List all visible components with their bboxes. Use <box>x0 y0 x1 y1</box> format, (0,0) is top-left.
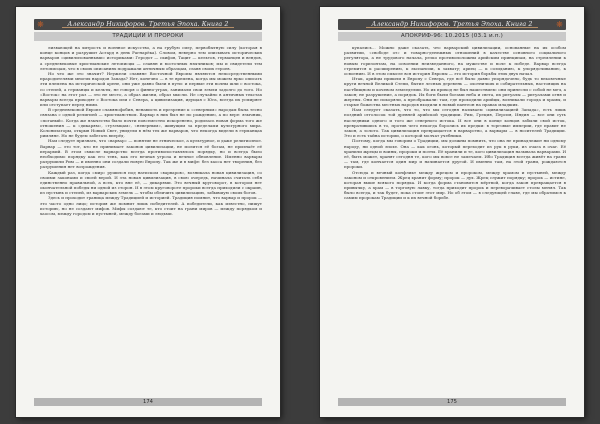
section-title: АПОКРИФ-96: 10.2015 (03.1 и.п.) <box>338 32 566 41</box>
paragraph: Поэтому, когда мы говорим о Традиции, мы должны помнить, что она не принадлежит ни одному народу, ни одной эпохе. Она — как огонь, который переходит из рук в руки, из очага в очаг. Её хранили жрецы и воины, пророки и поэты. Её хранили и те, кого цивилизация называла варварами. И её, быть может, хранят сегодня те, кого мы вовсе не замечаем. Ибо Традиция всегда живёт на грани — там, где кончается один мир и начинается другой. И именно там, на этой грани, рождаются пророки. <box>344 138 566 170</box>
running-header <box>34 19 262 30</box>
running-header-title: Александр Никифоров. Третья Эпоха. Книга 2 <box>67 21 229 28</box>
left-page <box>16 7 280 417</box>
flame-ornament-icon: ❋ <box>37 20 44 29</box>
section-title: ТРАДИЦИИ И ПРОРОКИ <box>34 32 262 41</box>
right-page <box>320 7 584 417</box>
paragraph: Нам следует сказать, что то, что мы сегодня называем «цивилизацией Запада», есть лишь поздний отголосок той древней арийской традиции. Рим, Греция, Персия, Индия — все они суть наследники одного и того же северного истока. И все они в конце концов забыли свой исток, превратившись в то, против чего некогда боролись их предки: в торговые империи, где правит не закон, а золото. Так цивилизация превращается в варварство, а варвары — в носителей Традиции. Это и есть тайна истории, о которой молчат учебники. <box>344 107 566 139</box>
paragraph: Здесь и проходит граница между Традицией и историей. Традиция помнит, что варвар и пророк — это часто одно лицо; история же помнит лишь победителей. А победители, как известно, пишут историю, но не создают мифов. Мифы создают те, кто стоит на грани миров — между порядком и хаосом, между городом и пустыней, между богами и людьми. <box>40 195 262 216</box>
paragraph: Отсюда и вечный конфликт между жрецом и пророком, между храмом и пустыней, между законом и откровением. Жрец хранит форму; пророк — дух. Жрец служит порядку; пророк — истине, которая выше всякого порядка. И когда форма становится мёртвой, когда закон превращается в привычку, а храм — в торговую лавку, тогда приходит пророк и переворачивает столы менял. Так было всегда, и так будет, пока стоит этот мир. Но об этом — в следующей главе, где мы обратимся к самим пророкам Традиции и к их вечной борьбе. <box>344 169 566 201</box>
page-body <box>40 45 262 393</box>
running-header-title: Александр Никифоров. Третья Эпоха. Книга 2 <box>371 21 533 28</box>
page-body <box>344 45 566 393</box>
paragraph: Каждый раз, когда «мир» рушился под натиском «варваров», возникала новая цивилизация, со своими законами и своей верой. И эта новая цивилизация, в свою очередь, начинала считать себя единственно правильной, а всех, кто вне её, — дикарями. Это вечный круговорот, в котором нет окончательной победы ни одной из сторон. И в этом круговороте пророки всегда приходили с окраин, из пустынь и степей, из варварских земель — чтобы обличить цивилизацию, забывшую своих богов. <box>40 169 262 196</box>
paragraph: Но что же это значит? Неужели славяне Восточной Европы являются непосредственными прародителями многих народов Запада? Нет, конечно — в те времена, когда мы можем ярко описать эти племена на исторической арене, они уже давно были в пути: и первые эти волны шли с востока, со степей, а германцы и кельты, не говоря о финно-уграх, занимали свои земли задолго до того. Но «Восток» на этот раз — это не место, а образ жизни, образ мысли. Не случайно в античных текстах варвары всегда приходят с Востока или с Севера, а цивилизация, идущая с Юга, всегда их усмиряет или отступает перед ними. <box>40 70 262 108</box>
flame-ornament-icon: ❋ <box>556 20 563 29</box>
page-number: 175 <box>338 398 566 406</box>
paragraph: Нам следует признать, что «варвар» — понятие не этническое, а культурное, и даже религиозное. Варвар — это тот, кто не принимает законов цивилизации, не молится её богам, не признаёт её иерархий. В этом смысле варварство всегда противопоставлялось порядку, но и всегда было необходимо порядку как его тень, как его вечная угроза и вечное обновление. Именно варвары разрушили Рим — и именно они создали новую Европу. Так же и в мифе: без хаоса нет творения, без разрушения нет возрождения. <box>40 138 262 170</box>
paragraph: В средневековой Европе славянофобия, ненависть и презрение к «северным» народам была тесно связана с одной религией — христианством. Варвар в них был не по рождению, а по вере: язычник, «поганый». Когда же язычество было почти повсеместно искоренено, родилась новая форма того же отношения — к «дикарям», «туземцам», «неверным», живущим за пределами культурного мира. Колонизаторы, открыв Новый Свет, увидели в нём тех же варваров, что некогда видели в германцах римляне. Но не будем забегать вперёд. <box>40 107 262 139</box>
page-number: 174 <box>34 398 262 406</box>
paragraph: купались... Можно даже сказать, что варварский цивилизации, основанные на их особом развитии, «свободе от» и товарно-денежных отношений в качестве основного социального регулятора, а не трудового начала, резко противоположны арийским принципам, на стремлении к новым горизонтам, на освоении неизведанного, на мужестве и воле к победе. Варвар всегда стремится к расширению, к экспансии, к захвату; ариец — к созиданию, к упорядочиванию, к освоению. И в этом смысле вся история Европы — это история борьбы этих двух начал. <box>344 45 566 76</box>
running-header <box>338 19 566 30</box>
paragraph: Итак, арийцы пришли в Европу с Севера, где всё было давно упорядочено, будь то вековечные круги вечной Великой Степи, бытие лесных деревень — охотничьих и собирательных, настоящих на пастбищном и кочевом земледелии. Но их приход не был нашествием: они принесли с собой не меч, а закон; не разрушение, а порядок. Их боги были богами неба и света, их ритуалы — ритуалами огня и жертвы. Они не покоряли, а преображали: там, где проходили арийцы, возникали города и храмы, и старые божества местных народов входили в новый пантеон на правах младших. <box>344 76 566 108</box>
paragraph: лизвающей на хитрость и военное искусство, а на грубую силу, первобытную силу (которая в конце концов и разрушит Асгард в день Рагнарёка). Словом, неверно тем описывать исторических варваров «цивилизованными» историками: Геродот — скифов, Тацит — кельтов, германцев и вендов, а средневековые христианские летописцы — славян и восточных язычников; мы и свидетели тем летописцам, что в своих описаниях подражали античным образцам, славя своих героев. <box>40 45 262 71</box>
